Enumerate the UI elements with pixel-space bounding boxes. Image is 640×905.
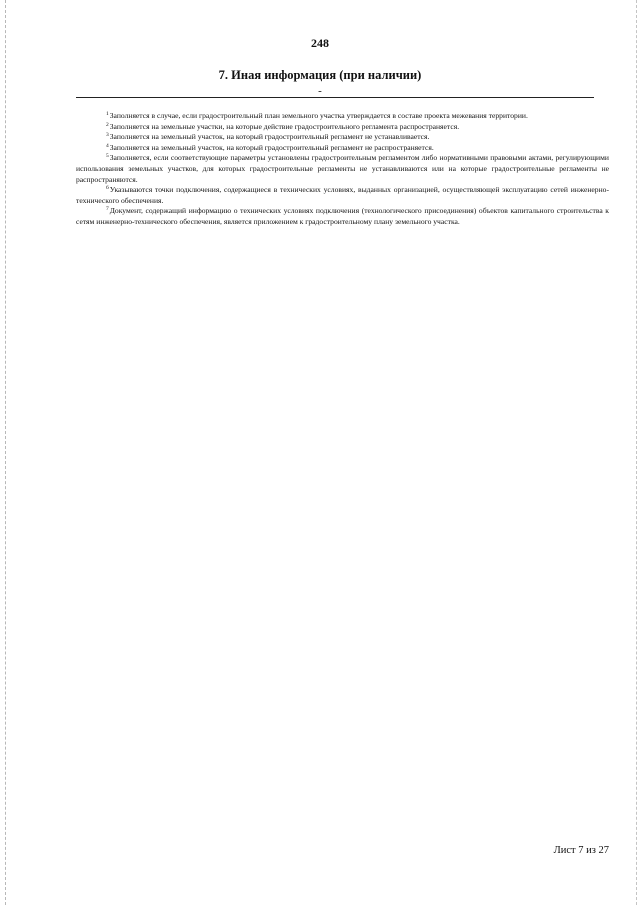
- section-title: 7. Иная информация (при наличии): [218, 68, 422, 82]
- footnote-mark: 3: [106, 132, 109, 139]
- footnote-4: [76, 143, 609, 154]
- section-value: -: [318, 85, 322, 97]
- footnote-text: Указываются точки подключения, содержащиеся в технических условиях, выданных организацией, осуществляющей эксплуатацию сетей инженерно-технического обеспечения.: [76, 185, 609, 205]
- footnote-5: [76, 153, 609, 185]
- scan-edge-right: [636, 0, 637, 905]
- footnote-2: [76, 122, 609, 133]
- footnote-mark: 5: [106, 153, 109, 160]
- footnotes-block: [76, 111, 609, 228]
- footnote-text: Заполняется на земельный участок, на который градостроительный регламент не распространяется.: [109, 142, 434, 152]
- page-number: 248: [311, 36, 329, 50]
- footnote-text: Заполняется, если соответствующие параметры установлены градостроительным регламентом либо нормативными правовыми актами, регулирующими использования земельных участков, для которых градостроительные регламенты не устанавливаются или на которые градостроительные регламенты не распространяются.: [76, 153, 609, 184]
- footnote-text: Документ, содержащий информацию о технических условиях подключения (технологического присоединения) объектов капитального строительства к сетям инженерно-технического обеспечения, является приложением к градостроительному плану земельного участка.: [76, 206, 609, 226]
- footnote-mark: 2: [106, 121, 109, 128]
- footnote-mark: 7: [106, 206, 109, 213]
- footnote-7: [76, 206, 609, 227]
- footnote-mark: 6: [106, 185, 109, 192]
- sheet-counter: Лист 7 из 27: [553, 845, 609, 856]
- separator-rule: [76, 97, 594, 98]
- footnote-6: [76, 185, 609, 206]
- footnote-text: Заполняется на земельные участки, на которые действие градостроительного регламента распространяется.: [109, 121, 460, 131]
- footnote-mark: 4: [106, 142, 109, 149]
- footnote-3: [76, 132, 609, 143]
- footnote-text: Заполняется в случае, если градостроительный план земельного участка утверждается в составе проекта межевания территории.: [109, 111, 528, 120]
- footnote-text: Заполняется на земельный участок, на который градостроительный регламент не устанавливается.: [109, 132, 430, 142]
- footnote-mark: 1: [106, 111, 109, 117]
- footnote-1: [76, 111, 609, 122]
- scan-edge-left: [5, 0, 6, 905]
